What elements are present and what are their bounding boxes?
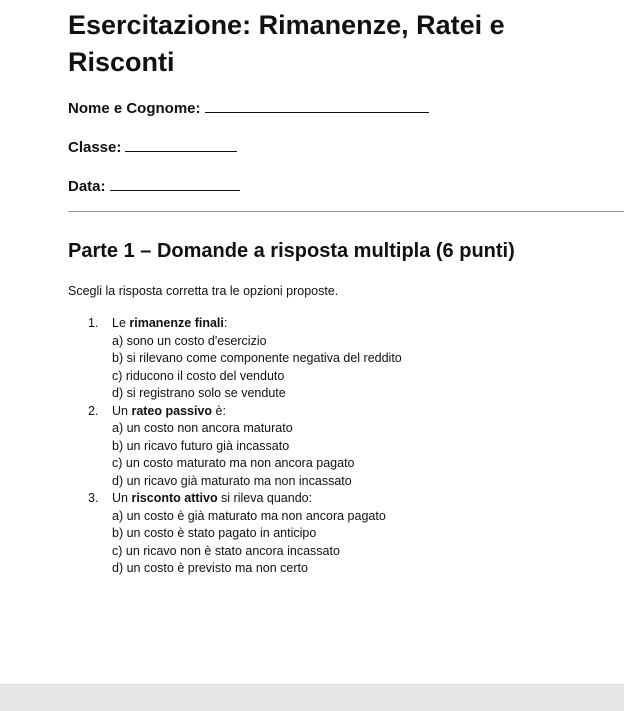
question-1	[88, 315, 568, 403]
name-field	[68, 99, 429, 117]
question-2-options	[88, 420, 568, 490]
name-blank-line	[205, 99, 429, 113]
name-label: Nome e Cognome:	[68, 100, 201, 117]
section-divider	[68, 211, 624, 212]
question-3-option-c: c) un ricavo non è stato ancora incassato	[112, 543, 340, 558]
date-field	[68, 177, 240, 195]
date-label: Data:	[68, 178, 106, 195]
question-3-option-a: a) un costo è già maturato ma non ancora pagato	[112, 508, 386, 523]
question-1-keyword: rimanenze finali	[129, 316, 224, 330]
question-2-option-d: d) un ricavo già maturato ma non incassato	[112, 473, 352, 488]
section-title: Parte 1 – Domande a risposta multipla (6 punti)	[68, 240, 515, 262]
question-2-stem	[88, 403, 568, 421]
question-2-number: 2.	[88, 403, 99, 418]
question-2-keyword: rateo passivo	[131, 403, 213, 418]
question-2-option-b: b) un ricavo futuro già incassato	[112, 438, 290, 453]
class-label: Classe:	[68, 139, 122, 156]
viewer-bottom-bar	[0, 684, 624, 711]
question-1-option-c: c) riducono il costo del venduto	[112, 368, 285, 383]
question-2-text-end: è:	[212, 403, 226, 418]
question-3-stem	[88, 490, 568, 508]
question-1-option-d: d) si registrano solo se vendute	[112, 386, 286, 400]
question-2-option-a: a) un costo non ancora maturato	[112, 421, 293, 435]
question-3-keyword: risconto attivo	[131, 491, 218, 505]
question-3-text-start: Un	[112, 491, 132, 505]
class-blank-line	[125, 138, 237, 152]
question-3-text-end: si rileva quando:	[217, 491, 313, 505]
question-2	[88, 403, 568, 491]
question-1-options	[88, 333, 568, 403]
question-1-number: 1.	[88, 316, 99, 330]
question-1-option-a: a) sono un costo d'esercizio	[112, 333, 267, 348]
question-3-option-b: b) un costo è stato pagato in anticipo	[112, 526, 317, 540]
question-1-text-start: Le	[112, 316, 130, 330]
question-list	[88, 315, 568, 578]
question-1-text-end: :	[223, 316, 228, 330]
question-2-text-start: Un	[112, 403, 132, 418]
question-3-number: 3.	[88, 491, 99, 505]
question-1-stem	[88, 315, 568, 333]
date-blank-line	[110, 177, 240, 191]
question-2-option-c: c) un costo maturato ma non ancora pagato	[112, 456, 355, 470]
question-3	[88, 490, 568, 578]
document-title: Esercitazione: Rimanenze, Ratei e Risconti	[68, 10, 505, 77]
section-intro: Scegli la risposta corretta tra le opzioni proposte.	[68, 284, 339, 298]
question-3-option-d: d) un costo è previsto ma non certo	[112, 561, 308, 575]
question-1-option-b: b) si rilevano come componente negativa del reddito	[112, 351, 402, 365]
class-field	[68, 138, 237, 156]
question-3-options	[88, 508, 568, 578]
